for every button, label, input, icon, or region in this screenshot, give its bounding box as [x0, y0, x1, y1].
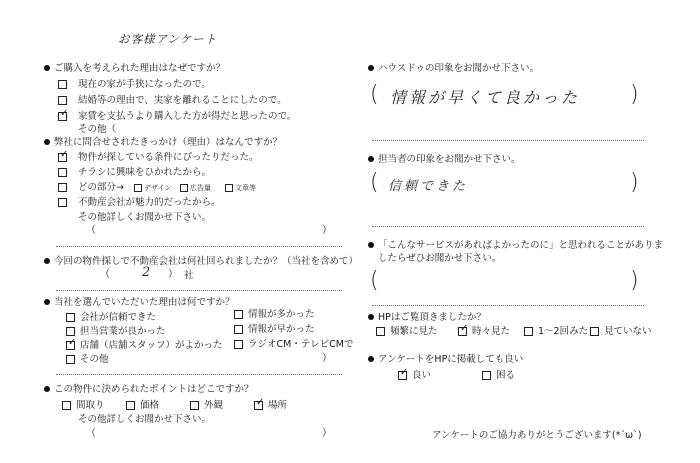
q1-other-label: その他（: [78, 124, 117, 135]
q4-left-option-3-label: 店舗（店舗スタッフ）がよかった: [80, 340, 223, 351]
q2-sub-design-checkbox[interactable]: [134, 184, 142, 192]
bullet-icon: [44, 139, 50, 145]
q1-question: ご購入を考えられた理由はなぜですか？: [44, 64, 225, 74]
q4-left-option-4-label: その他: [80, 354, 109, 365]
r4-option-2-label: 時々見た: [472, 326, 511, 337]
q4-question: 当社を選んでいただいた理由は何ですか？: [44, 298, 235, 308]
q5-option-3-checkbox[interactable]: [190, 401, 199, 410]
q2-detail-prompt: その他詳しくお聞かせ下さい。: [78, 212, 212, 223]
check-mark-icon: ✓: [460, 323, 469, 334]
survey-title: お客様アンケート: [118, 32, 218, 46]
r2-answer: 信頼できた: [388, 179, 469, 194]
q4-left-option-2-label: 担当営業が良かった: [80, 326, 166, 337]
q1-option-3-label: 家賃を支払うより購入した方が得だと思ったので。: [78, 111, 297, 122]
q2-open-paren: （: [86, 225, 96, 236]
bullet-icon: [44, 258, 50, 264]
q2-sub-design-label: デザイン: [144, 184, 172, 192]
section-divider: [372, 140, 644, 141]
r4-option-1-label: 頻繁に見た: [390, 326, 438, 337]
q2-option-1-checkbox[interactable]: [58, 149, 69, 162]
q3-answer: 2: [142, 265, 154, 280]
q3-unit: 社: [184, 270, 194, 281]
r1-answer: 情報が早くて良かった: [390, 88, 581, 107]
q4-left-option-1-checkbox[interactable]: [66, 313, 75, 322]
q5-option-4-checkbox[interactable]: [254, 397, 265, 410]
q4-left-option-2-checkbox[interactable]: [66, 327, 75, 336]
bullet-icon: [368, 242, 374, 248]
q5-question: この物件に決められたポイントはどこですか？: [44, 385, 254, 395]
section-divider: [56, 246, 342, 247]
q3-open-paren: （: [100, 269, 110, 280]
r5-question: アンケートをHPに掲載しても良い: [368, 355, 523, 365]
r3-close-paren: ): [630, 268, 639, 293]
r1-open-paren: (: [370, 82, 379, 107]
r2-close-paren: ): [630, 170, 639, 195]
q4-left-option-3-checkbox[interactable]: [66, 337, 77, 350]
bullet-icon: [368, 156, 374, 162]
q5-option-2-checkbox[interactable]: [126, 401, 135, 410]
q5-option-3-label: 外観: [204, 400, 224, 411]
q4-close-paren: ）: [322, 353, 332, 364]
r5-option-1-checkbox[interactable]: [398, 367, 409, 380]
check-mark-icon: ✓: [60, 149, 69, 160]
r4-option-4-label: 見ていない: [604, 326, 652, 337]
q2-option-4-checkbox[interactable]: [58, 198, 67, 207]
r3-open-paren: (: [370, 268, 379, 293]
r4-option-1-checkbox[interactable]: [376, 327, 385, 336]
q2-sub-ad-checkbox[interactable]: [180, 184, 188, 192]
r3-question-line2: したらぜひお聞かせ下さい。: [378, 253, 502, 264]
q1-option-3-checkbox[interactable]: [58, 108, 69, 121]
r5-option-1-label: 良い: [412, 370, 432, 381]
r2-open-paren: (: [370, 170, 379, 195]
q1-option-2-label: 結婚等の理由で、実家を離れることにしたので。: [78, 95, 287, 106]
q1-option-1-checkbox[interactable]: [58, 80, 67, 89]
check-mark-icon: ✓: [60, 108, 69, 119]
check-mark-icon: ✓: [256, 397, 265, 408]
q2-option-3-label: どの部分→: [78, 182, 124, 193]
q3-question: 今回の物件探しで不動産会社は何社回られましたか？（当社を含めて）: [44, 257, 358, 267]
section-divider: [56, 374, 342, 375]
section-divider: [372, 305, 644, 306]
r4-option-3-checkbox[interactable]: [524, 327, 533, 336]
q2-option-2-label: チラシに興味をひかれたから。: [78, 167, 212, 178]
q2-question: 弊社に問合せされたきっかけ（理由）はなんですか？: [44, 138, 282, 148]
q5-close-paren: ）: [322, 428, 332, 439]
r4-option-4-checkbox[interactable]: [590, 327, 599, 336]
q4-right-option-2-checkbox[interactable]: [234, 325, 243, 334]
bullet-icon: [44, 65, 50, 71]
r5-option-2-label: 困る: [496, 370, 516, 381]
q5-option-4-label: 場所: [268, 400, 288, 411]
q4-left-option-4-checkbox[interactable]: [66, 355, 75, 364]
q4-right-option-3-label: ラジオCM・テレビCMで: [248, 339, 354, 350]
q2-sub-ad-label: 広告量: [190, 184, 211, 192]
bullet-icon: [368, 356, 374, 362]
thank-you-footer: アンケートのご協力ありがとうございます(*´ω`): [432, 430, 642, 441]
r2-question: 担当者の印象をお聞かせ下さい。: [368, 155, 521, 165]
q2-sub-text-label: 文章等: [235, 184, 256, 192]
q4-right-option-1-checkbox[interactable]: [234, 310, 243, 319]
section-divider: [56, 290, 342, 291]
r4-option-2-checkbox[interactable]: [458, 323, 469, 336]
q1-option-2-checkbox[interactable]: [58, 96, 67, 105]
q4-left-option-1-label: 会社が信頼できた: [80, 312, 157, 323]
q2-option-4-label: 不動産会社が魅力的だったから。: [78, 197, 221, 208]
q5-detail-prompt: その他詳しくお聞かせ下さい。: [78, 414, 212, 425]
bullet-icon: [368, 65, 374, 71]
q2-option-1-label: 物件が探している条件にぴったりだった。: [78, 152, 259, 163]
r1-question: ハウスドゥの印象をお聞かせ下さい。: [368, 64, 539, 74]
r4-option-3-label: 1〜2回みた: [538, 326, 589, 337]
q5-option-1-checkbox[interactable]: [62, 401, 71, 410]
q3-close-paren: ）: [168, 269, 178, 280]
bullet-icon: [368, 314, 374, 320]
q2-option-3-checkbox[interactable]: [58, 183, 67, 192]
check-mark-icon: ✓: [400, 367, 409, 378]
q2-sub-text-checkbox[interactable]: [225, 184, 233, 192]
q4-right-option-1-label: 情報が多かった: [248, 309, 315, 320]
r3-question-line1: 「こんなサービスがあればよかったのに」と思われることがありま: [368, 241, 663, 251]
q5-option-1-label: 間取り: [76, 400, 105, 411]
q2-option-2-checkbox[interactable]: [58, 168, 67, 177]
q4-right-option-2-label: 情報が早かった: [248, 324, 315, 335]
q2-close-paren: ）: [322, 225, 332, 236]
r5-option-2-checkbox[interactable]: [482, 371, 491, 380]
r4-question: HPはご覧頂きましたか？: [368, 313, 486, 323]
q5-option-2-label: 価格: [140, 400, 160, 411]
q4-right-option-3-checkbox[interactable]: [234, 340, 243, 349]
bullet-icon: [44, 386, 50, 392]
r1-close-paren: ): [630, 82, 639, 107]
check-mark-icon: ✓: [68, 337, 77, 348]
q1-option-1-label: 現在の家が手狭になったので。: [78, 79, 211, 90]
bullet-icon: [44, 299, 50, 305]
section-divider: [372, 226, 644, 227]
q5-open-paren: （: [86, 428, 96, 439]
